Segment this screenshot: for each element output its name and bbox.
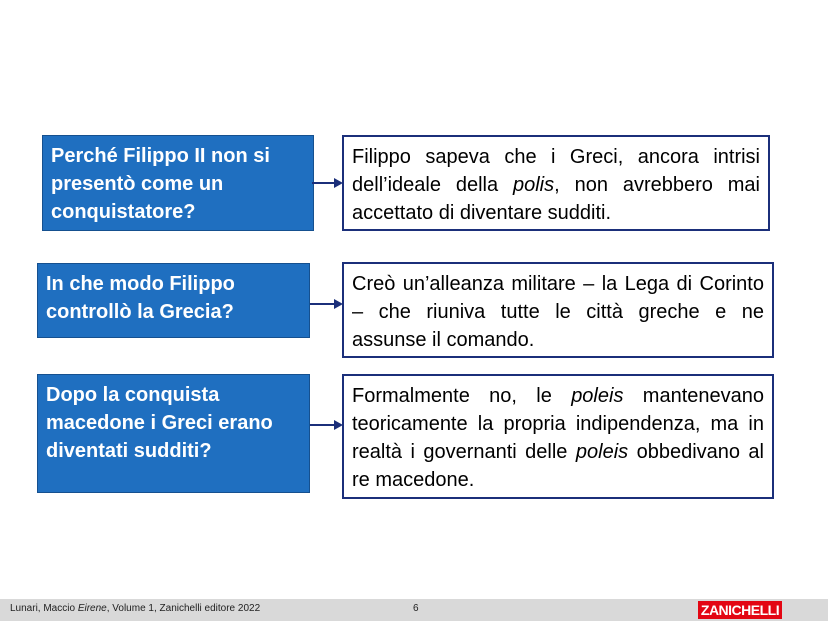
answer-text-3b: poleis [571,385,624,407]
answer-box-3 [342,374,774,499]
answer-text-3a: Formalmente no, le [352,385,572,407]
footer-credit [10,603,260,614]
question-text-1: Perché Filippo II non si presentò come un conquistatore? [51,145,270,223]
answer-text-1b: polis [512,174,555,196]
arrow-icon-3 [310,418,344,432]
answer-text-1a: Filippo sapeva che i Greci, ancora intrisi dell’ideale della [352,146,760,196]
footer-bar [0,599,828,621]
question-text-3: Dopo la conquista macedone i Greci erano diventati sudditi? [46,384,273,462]
credit-rest: , Volume 1, Zanichelli editore 2022 [106,603,261,614]
question-box-1 [42,135,314,231]
answer-text-1c: , non avrebbero mai accettato di diventare sudditi. [352,174,760,224]
question-box-2 [37,263,310,338]
question-text-2: In che modo Filippo controllò la Grecia? [46,273,235,323]
zanichelli-logo: ZANICHELLI [698,601,782,619]
question-box-3 [37,374,310,493]
arrow-icon-1 [312,176,344,190]
arrow-icon-2 [310,297,344,311]
credit-title: Eirene [77,603,107,614]
answer-box-1 [342,135,770,231]
answer-text-2: Creò un’alleanza militare – la Lega di Corinto – che riuniva tutte le città greche e ne assunse il comando. [352,273,764,351]
credit-authors: Lunari, Maccio [10,603,78,614]
answer-text-3c: mantenevano teoricamente la propria indipendenza, ma in realtà i governanti delle [352,385,764,463]
answer-box-2 [342,262,774,358]
answer-text-3d: poleis [575,441,629,463]
page-number: 6 [413,603,419,614]
answer-text-3e: obbedivano al re macedone. [352,441,765,491]
